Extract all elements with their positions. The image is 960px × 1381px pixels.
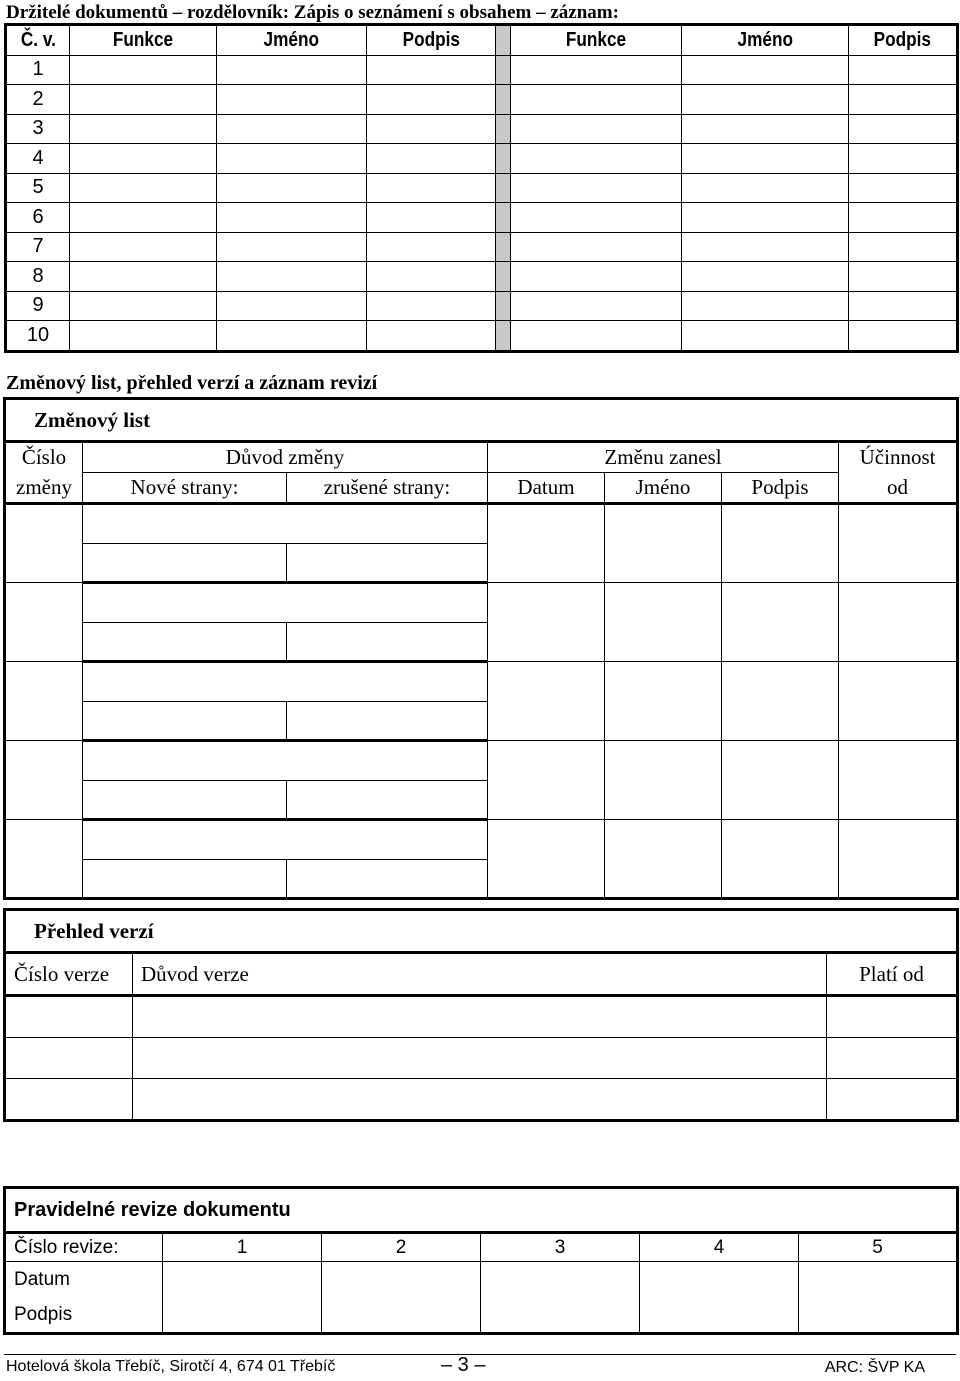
row-number: 6 <box>6 203 70 233</box>
name-cell[interactable] <box>217 291 367 321</box>
function-cell[interactable] <box>70 55 217 85</box>
version-number-cell[interactable] <box>5 1038 133 1079</box>
name-cell[interactable] <box>217 55 367 85</box>
function-cell[interactable] <box>511 173 682 203</box>
signature-cell[interactable] <box>849 55 958 85</box>
row-number: 4 <box>6 144 70 174</box>
signature-cell[interactable] <box>849 291 958 321</box>
change-date-cell[interactable] <box>488 820 605 899</box>
row-number: 5 <box>6 173 70 203</box>
distribution-row <box>6 291 958 321</box>
change-signature-cell[interactable] <box>722 504 839 583</box>
name-cell[interactable] <box>682 291 849 321</box>
function-cell[interactable] <box>511 291 682 321</box>
signature-cell[interactable] <box>367 321 496 352</box>
new-pages-header: Nové strany: <box>83 473 287 504</box>
signature-cell[interactable] <box>849 144 958 174</box>
change-row <box>5 583 958 623</box>
version-valid-cell[interactable] <box>827 996 958 1038</box>
version-valid-header: Platí od <box>827 953 958 996</box>
version-reason-header: Důvod verze <box>133 953 827 996</box>
change-date-cell[interactable] <box>488 741 605 820</box>
revision-cell-4[interactable] <box>640 1262 799 1334</box>
revision-number-3: 3 <box>481 1233 640 1262</box>
change-signature-cell[interactable] <box>722 741 839 820</box>
name-cell[interactable] <box>217 203 367 233</box>
distribution-table <box>4 23 959 353</box>
col-header-function-1: Funkce <box>70 25 217 56</box>
version-reason-cell[interactable] <box>133 1079 827 1121</box>
change-row <box>5 504 958 544</box>
signature-cell[interactable] <box>367 85 496 115</box>
change-date-cell[interactable] <box>488 583 605 662</box>
signature-cell[interactable] <box>849 232 958 262</box>
revision-cell-1[interactable] <box>163 1262 322 1334</box>
distribution-row <box>6 321 958 352</box>
column-separator <box>496 232 511 262</box>
revision-signature-label: Podpis <box>5 1297 163 1334</box>
name-cell[interactable] <box>217 85 367 115</box>
name-cell[interactable] <box>682 173 849 203</box>
row-number: 8 <box>6 262 70 292</box>
change-name-cell[interactable] <box>605 583 722 662</box>
col-header-name-1: Jméno <box>217 25 367 56</box>
signature-cell[interactable] <box>849 321 958 352</box>
distribution-title: Držitelé dokumentů – rozdělovník: Zápis o seznámení s obsahem – záznam: <box>6 2 619 23</box>
function-cell[interactable] <box>511 144 682 174</box>
name-cell[interactable] <box>217 144 367 174</box>
function-cell[interactable] <box>511 203 682 233</box>
distribution-row <box>6 144 958 174</box>
reason-header: Důvod změny <box>83 442 488 473</box>
column-separator <box>496 114 511 144</box>
name-cell[interactable] <box>682 85 849 115</box>
version-number-header: Číslo verze <box>5 953 133 996</box>
signature-cell[interactable] <box>367 291 496 321</box>
change-row <box>5 820 958 860</box>
row-number: 1 <box>6 55 70 85</box>
recorded-by-header: Změnu zanesl <box>488 442 839 473</box>
revision-cell-3[interactable] <box>481 1262 640 1334</box>
change-number-cell[interactable] <box>5 583 83 662</box>
column-separator <box>496 173 511 203</box>
function-cell[interactable] <box>70 291 217 321</box>
version-number-cell[interactable] <box>5 996 133 1038</box>
function-cell[interactable] <box>70 114 217 144</box>
signature-cell[interactable] <box>849 173 958 203</box>
name-cell[interactable] <box>682 55 849 85</box>
revision-cell-2[interactable] <box>322 1262 481 1334</box>
distribution-row <box>6 55 958 85</box>
change-name-cell[interactable] <box>605 504 722 583</box>
change-number-cell[interactable] <box>5 504 83 583</box>
effective-header-bottom: od <box>839 473 958 504</box>
new-pages-cell[interactable] <box>83 622 287 662</box>
signature-cell[interactable] <box>849 114 958 144</box>
removed-pages-cell[interactable] <box>287 780 488 820</box>
name-cell[interactable] <box>217 173 367 203</box>
change-number-header-top: Číslo <box>5 442 83 473</box>
signature-cell[interactable] <box>849 85 958 115</box>
signature-cell[interactable] <box>849 203 958 233</box>
column-separator <box>496 85 511 115</box>
effective-header-top: Účinnost <box>839 442 958 473</box>
removed-pages-header: zrušené strany: <box>287 473 488 504</box>
version-reason-cell[interactable] <box>133 996 827 1038</box>
change-reason-cell[interactable] <box>83 504 488 544</box>
footer-archive-code: ARC: ŠVP KA <box>824 1359 925 1376</box>
signature-cell[interactable] <box>367 114 496 144</box>
function-cell[interactable] <box>70 232 217 262</box>
signature-cell[interactable] <box>367 173 496 203</box>
row-number: 2 <box>6 85 70 115</box>
name-cell[interactable] <box>217 114 367 144</box>
row-number: 10 <box>6 321 70 352</box>
name-cell[interactable] <box>682 203 849 233</box>
revision-number-5: 5 <box>799 1233 958 1262</box>
change-number-cell[interactable] <box>5 741 83 820</box>
name-cell[interactable] <box>217 262 367 292</box>
revision-number-1: 1 <box>163 1233 322 1262</box>
change-effective-cell[interactable] <box>839 504 958 583</box>
column-separator <box>496 144 511 174</box>
change-row <box>5 662 958 702</box>
revision-cell-5[interactable] <box>799 1262 958 1334</box>
version-row <box>5 1079 958 1121</box>
name-cell[interactable] <box>682 262 849 292</box>
col-header-signature-2: Podpis <box>849 25 958 56</box>
distribution-row <box>6 262 958 292</box>
col-header-function-2: Funkce <box>511 25 682 56</box>
new-pages-cell[interactable] <box>83 701 287 741</box>
new-pages-cell[interactable] <box>83 543 287 583</box>
function-cell[interactable] <box>70 321 217 352</box>
change-name-cell[interactable] <box>605 662 722 741</box>
removed-pages-cell[interactable] <box>287 701 488 741</box>
change-number-header-bottom: změny <box>5 473 83 504</box>
change-effective-cell[interactable] <box>839 662 958 741</box>
function-cell[interactable] <box>511 321 682 352</box>
footer-school: Hotelová škola Třebíč, Sirotčí 4, 674 01 Třebíč <box>6 1358 336 1375</box>
signature-cell[interactable] <box>367 55 496 85</box>
col-header-signature-1: Podpis <box>367 25 496 56</box>
column-separator <box>496 291 511 321</box>
distribution-row <box>6 173 958 203</box>
new-pages-cell[interactable] <box>83 859 287 899</box>
distribution-row <box>6 203 958 233</box>
revision-number-4: 4 <box>640 1233 799 1262</box>
name-cell[interactable] <box>682 144 849 174</box>
version-number-cell[interactable] <box>5 1079 133 1121</box>
signature-cell[interactable] <box>367 232 496 262</box>
change-name-cell[interactable] <box>605 820 722 899</box>
removed-pages-cell[interactable] <box>287 543 488 583</box>
revision-table <box>3 1186 959 1335</box>
footer-page-number: – 3 – <box>441 1354 486 1376</box>
distribution-row <box>6 85 958 115</box>
function-cell[interactable] <box>70 203 217 233</box>
signature-cell[interactable] <box>367 144 496 174</box>
signature-cell[interactable] <box>367 203 496 233</box>
change-list-table <box>3 397 959 900</box>
change-section-title: Změnový list, přehled verzí a záznam revizí <box>6 372 378 394</box>
version-row <box>5 1038 958 1079</box>
column-separator <box>496 321 511 352</box>
version-row <box>5 996 958 1038</box>
column-separator <box>496 25 511 56</box>
change-signature-cell[interactable] <box>722 662 839 741</box>
new-pages-cell[interactable] <box>83 780 287 820</box>
change-effective-cell[interactable] <box>839 820 958 899</box>
function-cell[interactable] <box>511 85 682 115</box>
distribution-row <box>6 232 958 262</box>
change-reason-cell[interactable] <box>83 820 488 860</box>
version-valid-cell[interactable] <box>827 1079 958 1121</box>
signature-header: Podpis <box>722 473 839 504</box>
revision-number-2: 2 <box>322 1233 481 1262</box>
change-reason-cell[interactable] <box>83 583 488 623</box>
name-cell[interactable] <box>682 232 849 262</box>
name-cell[interactable] <box>217 232 367 262</box>
function-cell[interactable] <box>511 232 682 262</box>
revision-number-label: Číslo revize: <box>5 1233 163 1262</box>
name-cell[interactable] <box>217 321 367 352</box>
change-number-cell[interactable] <box>5 662 83 741</box>
change-list-box-title: Změnový list <box>5 399 958 442</box>
change-number-cell[interactable] <box>5 820 83 899</box>
function-cell[interactable] <box>70 173 217 203</box>
date-header: Datum <box>488 473 605 504</box>
column-separator <box>496 55 511 85</box>
removed-pages-cell[interactable] <box>287 622 488 662</box>
revision-date-label: Datum <box>5 1262 163 1298</box>
change-signature-cell[interactable] <box>722 820 839 899</box>
change-row <box>5 741 958 781</box>
signature-cell[interactable] <box>849 262 958 292</box>
distribution-row <box>6 114 958 144</box>
function-cell[interactable] <box>70 262 217 292</box>
change-date-cell[interactable] <box>488 504 605 583</box>
column-separator <box>496 203 511 233</box>
distribution-header-row <box>6 25 958 56</box>
change-date-cell[interactable] <box>488 662 605 741</box>
version-title: Přehled verzí <box>5 910 958 953</box>
version-table <box>3 908 959 1122</box>
change-name-cell[interactable] <box>605 741 722 820</box>
function-cell[interactable] <box>511 55 682 85</box>
name-cell[interactable] <box>682 321 849 352</box>
change-reason-cell[interactable] <box>83 662 488 702</box>
row-number: 9 <box>6 291 70 321</box>
name-cell[interactable] <box>682 114 849 144</box>
signature-cell[interactable] <box>367 262 496 292</box>
col-header-number: Č. v. <box>6 25 70 56</box>
change-reason-cell[interactable] <box>83 741 488 781</box>
version-reason-cell[interactable] <box>133 1038 827 1079</box>
function-cell[interactable] <box>70 144 217 174</box>
column-separator <box>496 262 511 292</box>
change-effective-cell[interactable] <box>839 741 958 820</box>
name-header: Jméno <box>605 473 722 504</box>
change-effective-cell[interactable] <box>839 583 958 662</box>
change-signature-cell[interactable] <box>722 583 839 662</box>
function-cell[interactable] <box>70 85 217 115</box>
col-header-name-2: Jméno <box>682 25 849 56</box>
row-number: 3 <box>6 114 70 144</box>
version-valid-cell[interactable] <box>827 1038 958 1079</box>
removed-pages-cell[interactable] <box>287 859 488 899</box>
function-cell[interactable] <box>511 114 682 144</box>
revision-title: Pravidelné revize dokumentu <box>5 1188 958 1233</box>
row-number: 7 <box>6 232 70 262</box>
function-cell[interactable] <box>511 262 682 292</box>
